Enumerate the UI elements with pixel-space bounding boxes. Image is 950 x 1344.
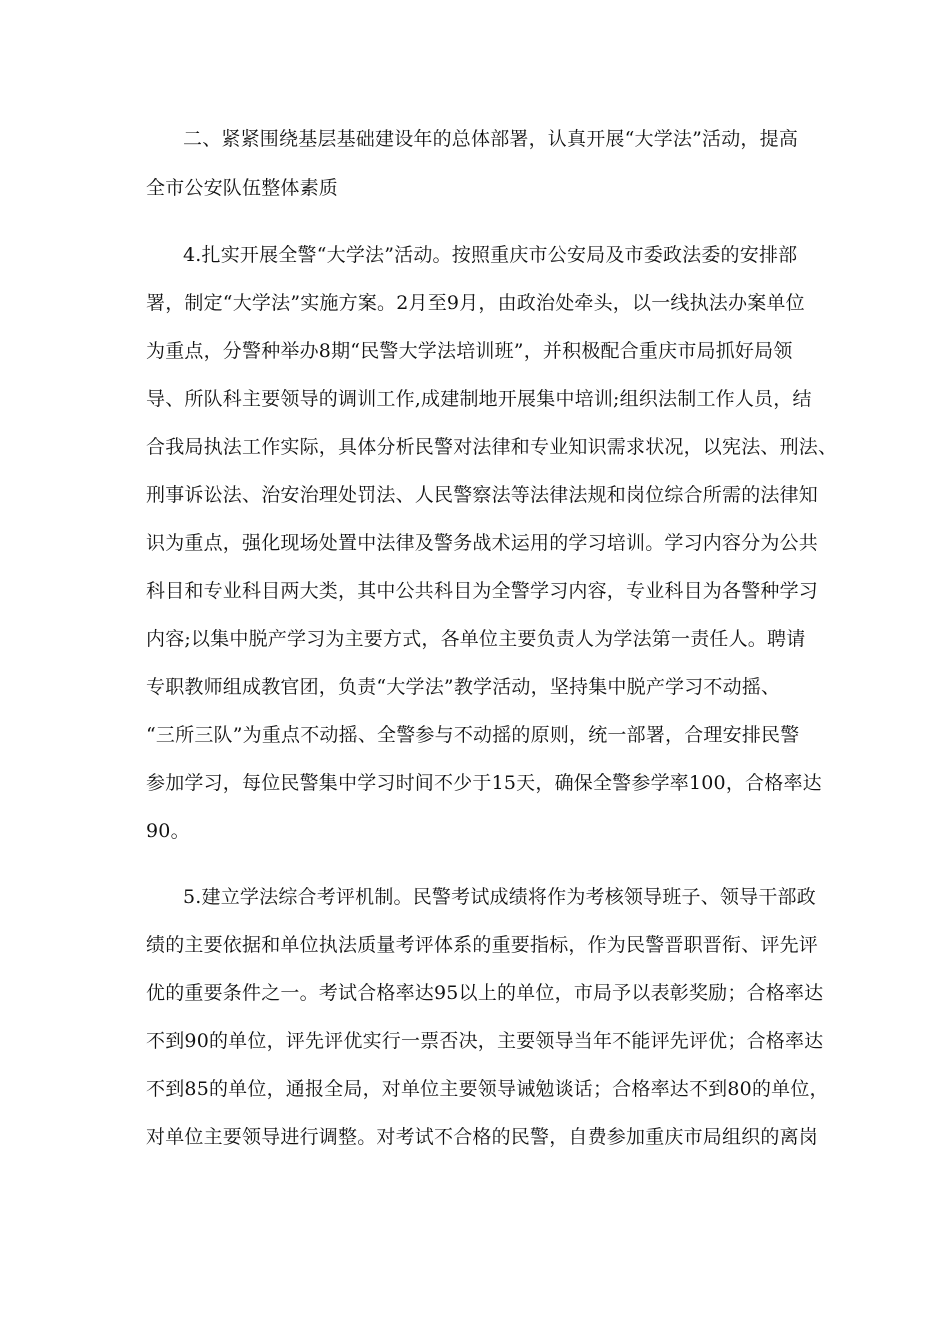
- paragraph-4-line-13: 90。: [146, 820, 190, 842]
- paragraph-4-line-11: “三所三队”为重点不动摇、全警参与不动摇的原则，统一部署，合理安排民警: [146, 724, 800, 746]
- paragraph-4-line-9: 内容;以集中脱产学习为主要方式，各单位主要负责人为学法第一责任人。聘请: [146, 628, 806, 650]
- paragraph-4-line-10: 专职教师组成教官团，负责“大学法”教学活动，坚持集中脱产学习不动摇、: [146, 676, 781, 698]
- paragraph-5-line-5: 不到85的单位，通报全局，对单位主要领导诫勉谈话；合格率达不到80的单位，: [146, 1078, 829, 1100]
- paragraph-4-line-3: 为重点，分警种举办8期“民警大学法培训班”，并积极配合重庆市局抓好局领: [146, 340, 793, 362]
- paragraph-4-line-6: 刑事诉讼法、治安治理处罚法、人民警察法等法律法规和岗位综合所需的法律知: [146, 484, 819, 506]
- paragraph-4-line-1: 4.扎实开展全警“大学法”活动。按照重庆市公安局及市委政法委的安排部: [183, 244, 798, 266]
- paragraph-4-line-7: 识为重点，强化现场处置中法律及警务战术运用的学习培训。学习内容分为公共: [146, 532, 819, 554]
- paragraph-5-line-6: 对单位主要领导进行调整。对考试不合格的民警，自费参加重庆市局组织的离岗: [146, 1126, 819, 1148]
- section-heading-line-1: 二、紧紧围绕基层基础建设年的总体部署，认真开展“大学法”活动，提高: [183, 128, 799, 150]
- paragraph-4-line-12: 参加学习，每位民警集中学习时间不少于15天，确保全警参学率100，合格率达: [146, 772, 822, 794]
- paragraph-4-line-2: 署，制定“大学法”实施方案。2月至9月，由政治处牵头，以一线执法办案单位: [146, 292, 805, 314]
- paragraph-5-line-4: 不到90的单位，评先评优实行一票否决，主要领导当年不能评先评优；合格率达: [146, 1030, 824, 1052]
- paragraph-5-line-3: 优的重要条件之一。考试合格率达95以上的单位，市局予以表彰奖励；合格率达: [146, 982, 824, 1004]
- paragraph-5-line-1: 5.建立学法综合考评机制。民警考试成绩将作为考核领导班子、领导干部政: [183, 886, 816, 908]
- paragraph-5-line-2: 绩的主要依据和单位执法质量考评体系的重要指标，作为民警晋职晋衔、评先评: [146, 934, 819, 956]
- paragraph-4-line-8: 科目和专业科目两大类，其中公共科目为全警学习内容，专业科目为各警种学习: [146, 580, 819, 602]
- paragraph-4-line-5: 合我局执法工作实际，具体分析民警对法律和专业知识需求状况，以宪法、刑法、: [146, 436, 838, 458]
- section-heading-line-2: 全市公安队伍整体素质: [146, 177, 339, 199]
- paragraph-4-line-4: 导、所队科主要领导的调训工作,成建制地开展集中培训;组织法制工作人员，结: [146, 388, 812, 410]
